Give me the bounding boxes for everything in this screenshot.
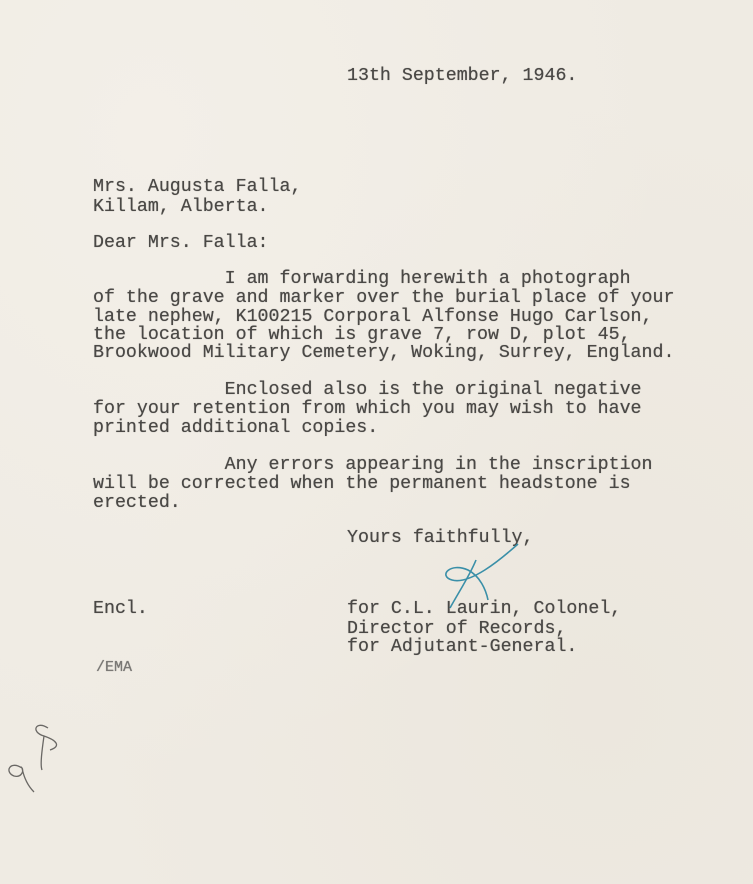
signatory-title: Director of Records,	[347, 619, 567, 639]
paragraph-line: will be corrected when the permanent headstone is	[93, 474, 631, 494]
paragraph-line: Enclosed also is the original negative	[93, 380, 642, 400]
recipient-address: Killam, Alberta.	[93, 197, 269, 217]
enclosure-note: Encl.	[93, 599, 148, 619]
paragraph-line: Any errors appearing in the inscription	[93, 455, 653, 475]
reference-initials: /EMA	[96, 659, 133, 676]
letter-date: 13th September, 1946.	[347, 66, 578, 86]
paragraph-line: erected.	[93, 493, 181, 513]
recipient-name: Mrs. Augusta Falla,	[93, 177, 302, 197]
handwritten-notes	[0, 710, 80, 800]
paragraph-line: for your retention from which you may wish to have	[93, 399, 642, 419]
paragraph-line: Brookwood Military Cemetery, Woking, Surrey, England.	[93, 343, 675, 363]
paragraph-line: of the grave and marker over the burial place of your	[93, 288, 675, 308]
signatory-office: for Adjutant-General.	[347, 637, 578, 657]
closing: Yours faithfully,	[347, 528, 534, 548]
paragraph-line: printed additional copies.	[93, 418, 379, 438]
signatory-line: for C.L. Laurin, Colonel,	[347, 599, 622, 619]
paragraph-line: I am forwarding herewith a photograph	[93, 269, 631, 289]
paragraph-line: late nephew, K100215 Corporal Alfonse Hugo Carlson,	[93, 307, 653, 327]
paragraph-line: the location of which is grave 7, row D, plot 45,	[93, 325, 631, 345]
salutation: Dear Mrs. Falla:	[93, 233, 269, 253]
